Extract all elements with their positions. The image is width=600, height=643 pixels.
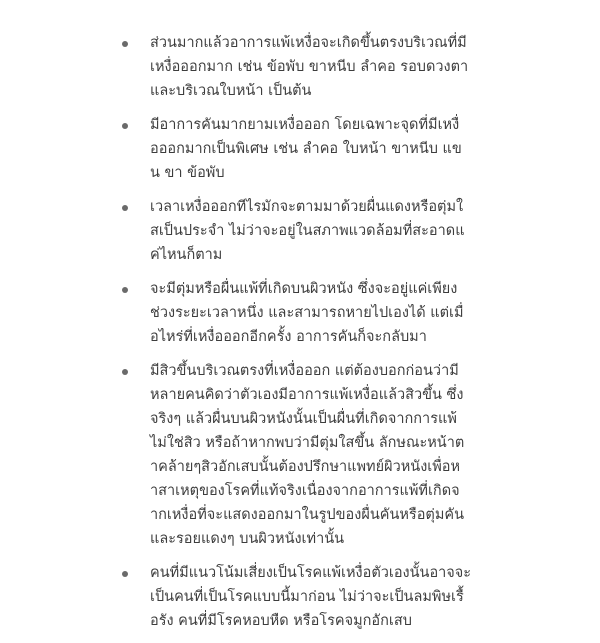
list-item-line: มีอาการคันมากยามเหงื่อออก โดยเฉพาะจุดที่มีเหงื่ — [150, 117, 460, 133]
bullet-icon — [122, 123, 128, 129]
list-item-line: เหงื่อออกมาก เช่น ข้อพับ ขาหนีบ ลำคอ รอบดวงตา — [150, 59, 469, 75]
list-item-line: มีสิวขึ้นบริเวณตรงที่เหงื่อออก แต่ต้องบอกก่อนว่ามี — [150, 363, 459, 379]
list-item-line: เวลาเหงื่อออกทีไรมักจะตามมาด้วยผื่นแดงหรือตุ่มใ — [150, 199, 464, 215]
bullet-icon — [122, 287, 128, 293]
list-item — [128, 561, 480, 633]
list-item-line: เป็นคนที่เป็นโรคแบบนี้มาก่อน ไม่ว่าจะเป็นลมพิษเรื้ — [150, 589, 464, 605]
bullet-icon — [122, 369, 128, 375]
bullet-list — [128, 31, 480, 643]
list-item — [128, 195, 480, 267]
list-item-line: คนที่มีแนวโน้มเสี่ยงเป็นโรคแพ้เหงื่อตัวเองนั้นอาจจะ — [150, 565, 472, 581]
list-item-line: ไม่ใช่สิว หรือถ้าหากพบว่ามีตุ่มใสขึ้น ลักษณะหน้าต — [150, 435, 465, 451]
list-item — [128, 31, 480, 103]
list-item-line: จริงๆ แล้วผื่นบนผิวหนังนั้นเป็นผื่นที่เกิดจากการแพ้ — [150, 411, 457, 427]
list-item-line: และบริเวณใบหน้า เป็นต้น — [150, 83, 312, 99]
list-item-line: จะมีตุ่มหรือผื่นแพ้ที่เกิดบนผิวหนัง ซึ่งจะอยู่แค่เพียง — [150, 281, 458, 297]
list-item-line: น ขา ข้อพับ — [150, 165, 225, 181]
list-item-line: ากเหงื่อที่จะแสดงออกมาในรูปของผื่นคันหรือตุ่มคัน — [150, 507, 465, 523]
list-item-line: สเป็นประจำ ไม่ว่าจะอยู่ในสภาพแวดล้อมที่สะอาดแ — [150, 223, 465, 239]
bullet-icon — [122, 571, 128, 577]
list-item — [128, 359, 480, 551]
list-item-line: และรอยแดงๆ บนผิวหนังเท่านั้น — [150, 531, 345, 547]
list-item — [128, 113, 480, 185]
list-item — [128, 277, 480, 349]
list-item-line: ค่ไหนก็ตาม — [150, 247, 223, 263]
list-item-line: หลายคนคิดว่าตัวเองมีอาการแพ้เหงื่อแล้วสิวขึ้น ซึ่ง — [150, 387, 464, 403]
bullet-icon — [122, 41, 128, 47]
list-item-line: อออกมากเป็นพิเศษ เช่น ลำคอ ใบหน้า ขาหนีบ แข — [150, 141, 462, 157]
list-item-line: ช่วงระยะเวลาหนึ่ง และสามารถหายไปเองได้ แต่เมื่ — [150, 305, 464, 321]
list-item-line: อไหร่ที่เหงื่อออกอีกครั้ง อาการคันก็จะกลับมา — [150, 329, 427, 345]
list-item-line: ส่วนมากแล้วอาการแพ้เหงื่อจะเกิดขึ้นตรงบริเวณที่มี — [150, 35, 467, 51]
list-item-line: าสาเหตุของโรคที่แท้จริงเนื่องจากอาการแพ้ที่เกิดจ — [150, 483, 460, 499]
bullet-icon — [122, 205, 128, 211]
list-item-line: อรัง คนที่มีโรคหอบหืด หรือโรคจมูกอักเสบ — [150, 613, 412, 629]
list-item-line: าคล้ายๆสิวอักเสบนั้นต้องปรึกษาแพทย์ผิวหนังเพื่อห — [150, 459, 461, 475]
